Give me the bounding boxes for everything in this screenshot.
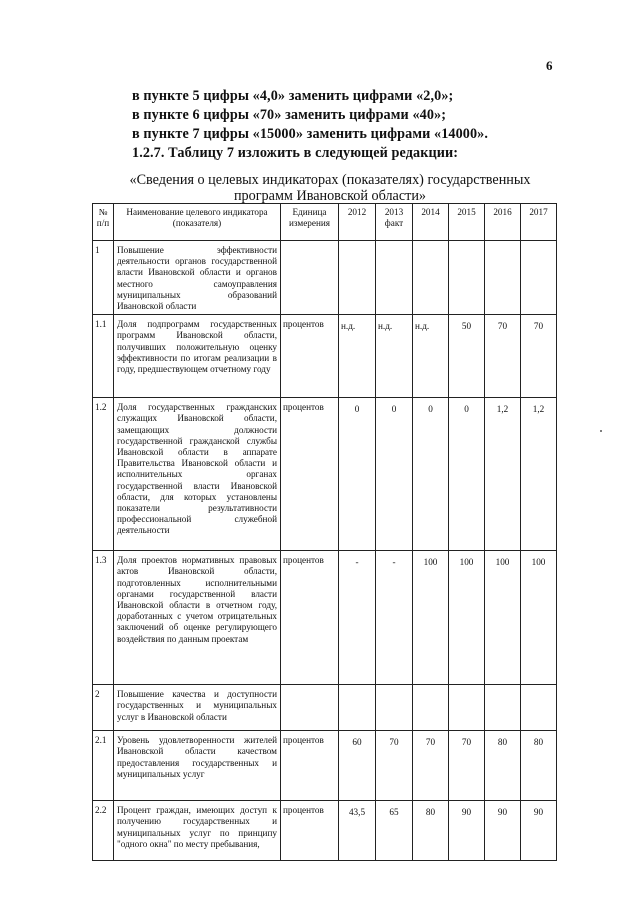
value-2013: 65 (376, 801, 413, 861)
indicators-table (92, 203, 557, 861)
value-2012: 0 (339, 398, 376, 551)
value-2017 (521, 685, 557, 731)
page-number: 6 (546, 58, 553, 73)
table-row (93, 731, 557, 801)
intro-line: в пункте 5 цифры «4,0» заменить цифрами «2,0»; (132, 88, 454, 104)
indicator-unit: процентов (281, 315, 339, 398)
value-2013: - (376, 551, 413, 685)
indicator-name: Повышение качества и доступности государственных и муниципальных услуг в Ивановской области (114, 685, 281, 731)
indicator-name: Повышение эффективности деятельности органов государственной власти Ивановской области и органов местного самоуправления муниципальных образований Ивановской области (114, 241, 281, 315)
row-number: 1.3 (93, 551, 114, 685)
indicator-name: Уровень удовлетворенности жителей Ивановской области качеством предоставления государственных и муниципальных услуг (114, 731, 281, 801)
value-2012: 43,5 (339, 801, 376, 861)
table-row (93, 801, 557, 861)
intro-line: в пункте 7 цифры «15000» заменить цифрами «14000». (132, 126, 489, 142)
header-2017: 2017 (521, 204, 557, 241)
value-2017: 90 (521, 801, 557, 861)
value-2014 (413, 685, 449, 731)
value-2017: 80 (521, 731, 557, 801)
value-2013 (376, 685, 413, 731)
header-2012: 2012 (339, 204, 376, 241)
value-2015: 100 (449, 551, 485, 685)
scan-speck (600, 430, 602, 432)
value-2014: 100 (413, 551, 449, 685)
value-2012: - (339, 551, 376, 685)
header-2016: 2016 (485, 204, 521, 241)
table-caption-line-2: программ Ивановской области» (233, 188, 427, 204)
value-2017: 70 (521, 315, 557, 398)
value-2016: 80 (485, 731, 521, 801)
value-2017: 1,2 (521, 398, 557, 551)
row-number: 2.1 (93, 731, 114, 801)
value-2012 (339, 241, 376, 315)
row-number: 1.2 (93, 398, 114, 551)
value-2014: 70 (413, 731, 449, 801)
header-no: № п/п (93, 204, 114, 241)
row-number: 1 (93, 241, 114, 315)
value-2013 (376, 241, 413, 315)
header-name: Наименование целевого индикатора (показателя) (114, 204, 281, 241)
value-2014: 80 (413, 801, 449, 861)
indicator-name: Доля подпрограмм государственных программ Ивановской области, получивших положительную оценку эффективности по итогам реализации в году, предшествующем отчетному году (114, 315, 281, 398)
header-unit: Единица измерения (281, 204, 339, 241)
indicator-unit (281, 241, 339, 315)
value-2012: 60 (339, 731, 376, 801)
indicator-name: Процент граждан, имеющих доступ к получению государственных и муниципальных услуг по принципу "одного окна" по месту пребывания, (114, 801, 281, 861)
value-2016: 100 (485, 551, 521, 685)
header-2014: 2014 (413, 204, 449, 241)
header-2013: 2013 факт (376, 204, 413, 241)
table-row (93, 685, 557, 731)
value-2015 (449, 241, 485, 315)
value-2015: 90 (449, 801, 485, 861)
value-2013: н.д. (376, 315, 413, 398)
value-2013: 0 (376, 398, 413, 551)
table-row (93, 551, 557, 685)
row-number: 1.1 (93, 315, 114, 398)
value-2014: н.д. (413, 315, 449, 398)
header-2015: 2015 (449, 204, 485, 241)
indicator-unit (281, 685, 339, 731)
value-2015: 70 (449, 731, 485, 801)
value-2016: 70 (485, 315, 521, 398)
value-2015: 0 (449, 398, 485, 551)
value-2015: 50 (449, 315, 485, 398)
table-row (93, 398, 557, 551)
intro-line: 1.2.7. Таблицу 7 изложить в следующей редакции: (132, 145, 459, 161)
table-row (93, 315, 557, 398)
indicator-unit: процентов (281, 801, 339, 861)
value-2015 (449, 685, 485, 731)
indicator-unit: процентов (281, 731, 339, 801)
value-2014 (413, 241, 449, 315)
value-2016 (485, 241, 521, 315)
table-header-row (93, 204, 557, 241)
value-2012 (339, 685, 376, 731)
value-2014: 0 (413, 398, 449, 551)
value-2016: 1,2 (485, 398, 521, 551)
intro-line: в пункте 6 цифры «70» заменить цифрами «40»; (132, 107, 447, 123)
row-number: 2.2 (93, 801, 114, 861)
table-row (93, 241, 557, 315)
indicator-name: Доля проектов нормативных правовых актов Ивановской области, подготовленных исполнительными органами государственной власти Ивановской области в отчетном году, доработанных с учетом отрицательных заключений об оценке регулирующего воздействия по данным проектам (114, 551, 281, 685)
indicator-name: Доля государственных гражданских служащих Ивановской области, замещающих должности государственной гражданской службы Ивановской области в аппарате Правительства Ивановской области и исполнительных органах государственной власти Ивановской области, для которых установлены показатели результативности профессиональной служебной деятельности (114, 398, 281, 551)
value-2012: н.д. (339, 315, 376, 398)
value-2016: 90 (485, 801, 521, 861)
row-number: 2 (93, 685, 114, 731)
value-2017 (521, 241, 557, 315)
value-2017: 100 (521, 551, 557, 685)
indicator-unit: процентов (281, 398, 339, 551)
value-2013: 70 (376, 731, 413, 801)
table-caption-line-1: «Сведения о целевых индикаторах (показателях) государственных (129, 172, 531, 188)
value-2016 (485, 685, 521, 731)
indicator-unit: процентов (281, 551, 339, 685)
